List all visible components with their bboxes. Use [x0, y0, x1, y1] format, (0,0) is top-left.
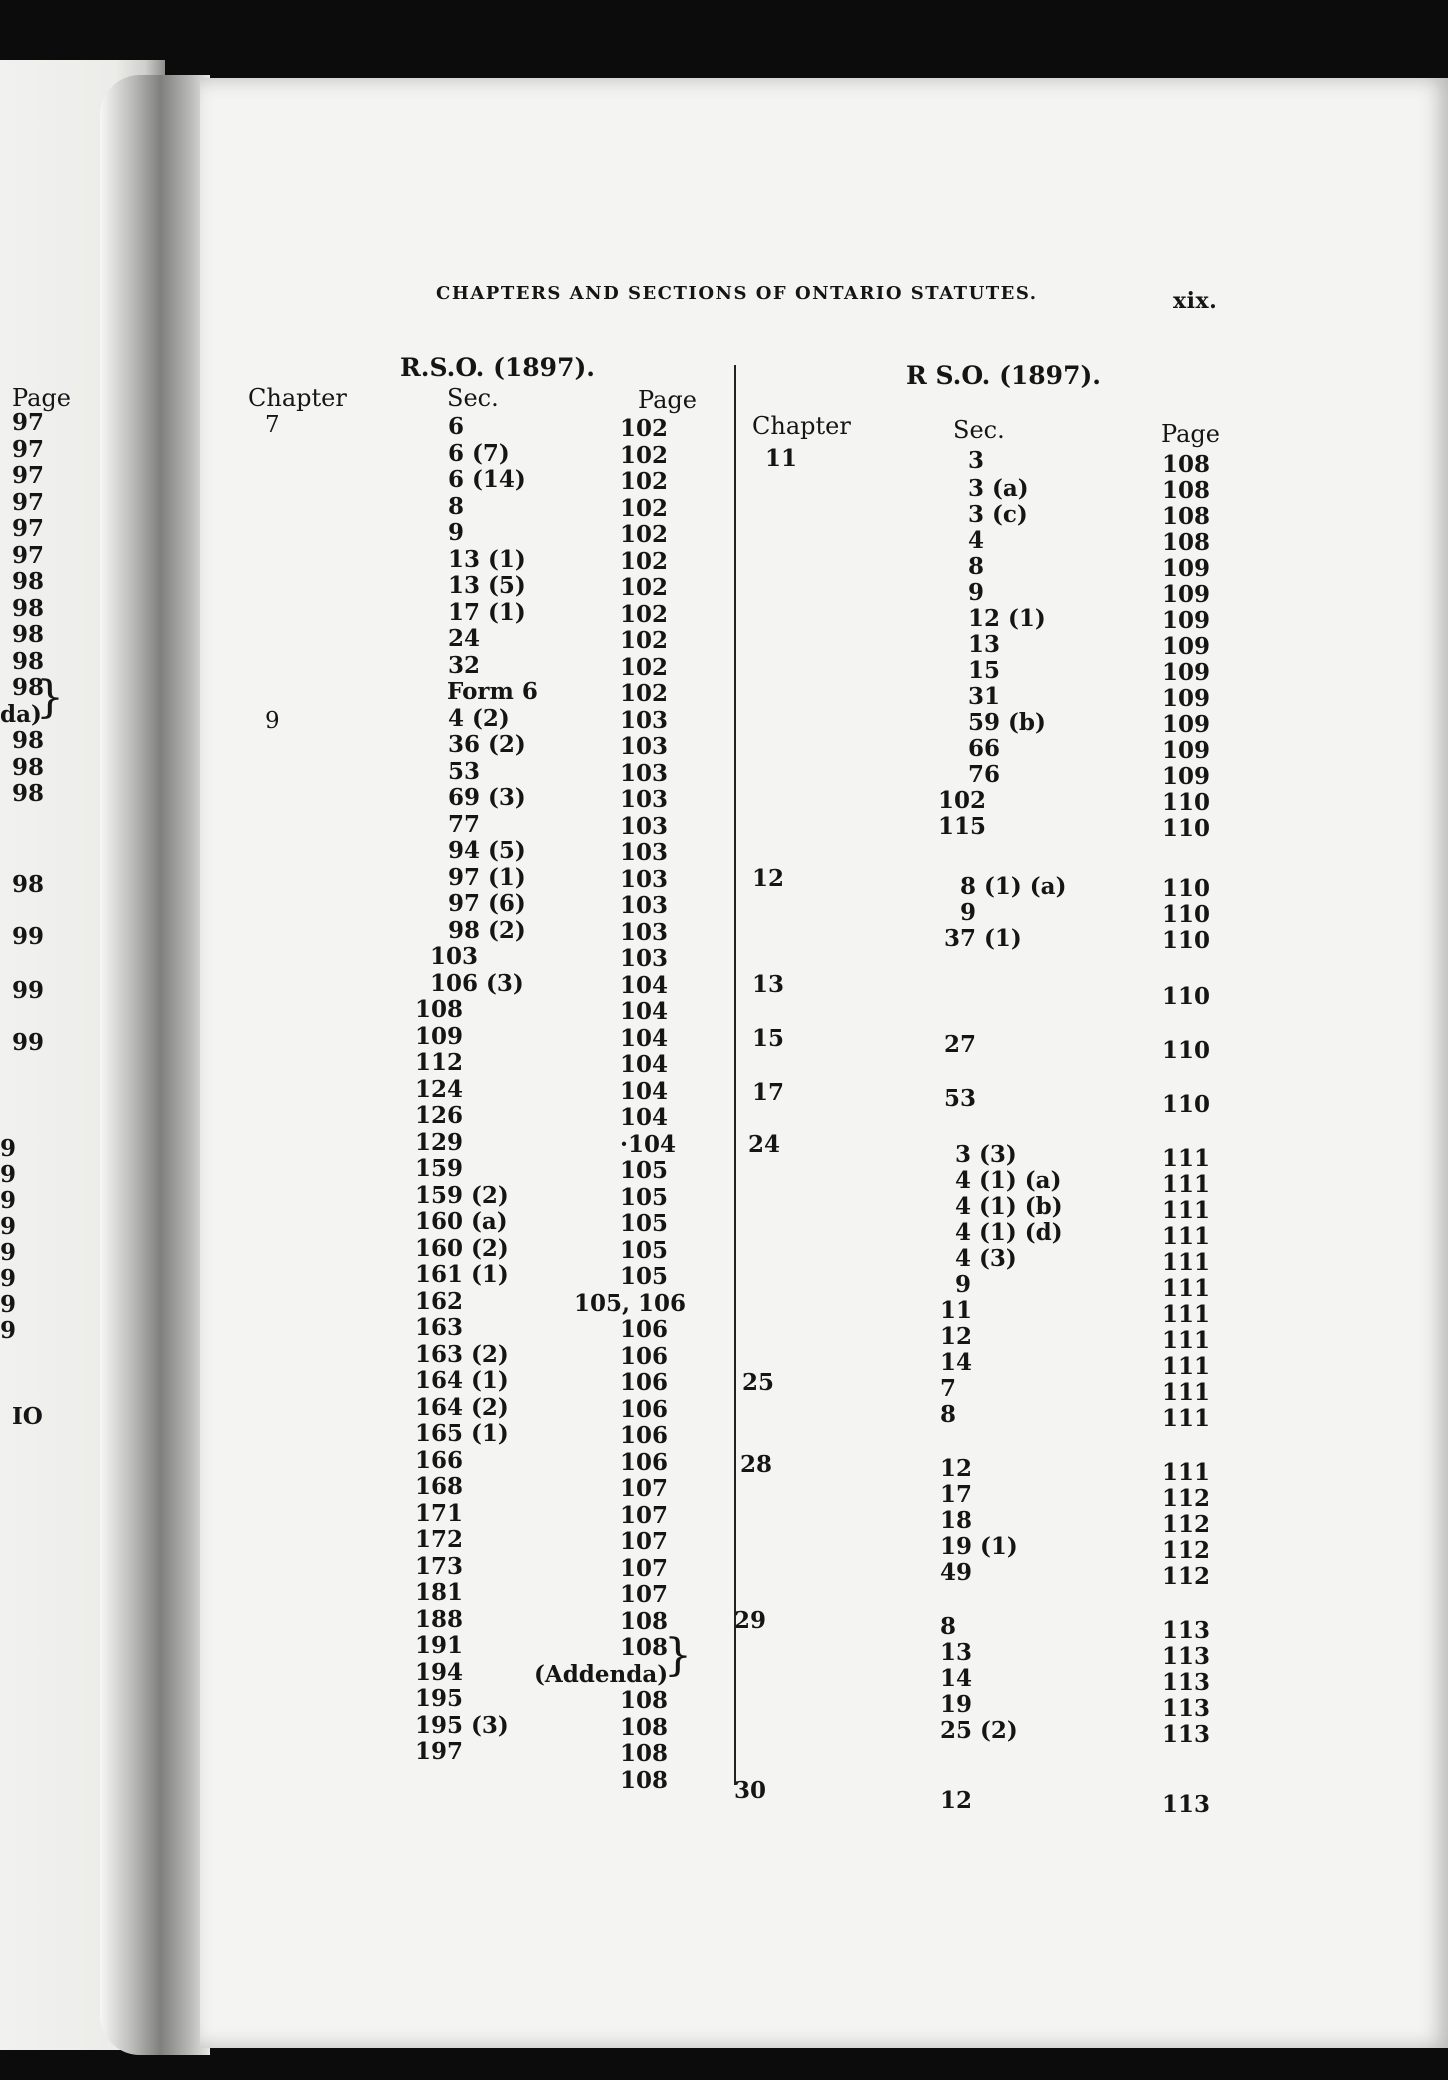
right-section-number: 8	[940, 1401, 957, 1428]
right-page-number: 109	[1162, 685, 1211, 712]
left-section-number: 171	[415, 1499, 464, 1527]
left-section-number: 106 (3)	[430, 969, 524, 997]
left-page-number: 102	[620, 441, 669, 469]
right-section-number: 17	[940, 1481, 973, 1508]
left-chapter-number: 7	[265, 412, 280, 438]
right-chapter-number: 28	[740, 1451, 773, 1478]
left-page-number: 107	[620, 1501, 669, 1529]
right-section-number: 3 (3)	[955, 1141, 1017, 1168]
right-chapter-number: 12	[752, 865, 785, 892]
fragment-page-number: 97	[12, 435, 45, 463]
left-section-number: 103	[430, 943, 479, 970]
right-page-number: 110	[1162, 927, 1211, 954]
addenda-brace: }	[664, 1630, 692, 1681]
right-section-number: 25 (2)	[940, 1717, 1018, 1744]
left-page-number: 103	[620, 786, 669, 813]
left-section-number: 24	[448, 625, 481, 652]
left-page-number: 105	[620, 1157, 669, 1184]
running-header-title: CHAPTERS AND SECTIONS OF ONTARIO STATUTES.	[436, 283, 1038, 304]
right-section-number: 37 (1)	[944, 925, 1022, 952]
right-section-number: 12	[940, 1787, 973, 1814]
right-section-number: 13	[968, 631, 1001, 658]
left-page-number: 108	[620, 1740, 669, 1767]
left-page-number: 108	[620, 1713, 669, 1741]
right-section-number: 4	[968, 527, 985, 554]
left-chapter-number: 9	[265, 708, 280, 734]
right-page-number: 113	[1162, 1669, 1211, 1696]
right-section-number: 7	[940, 1375, 957, 1402]
left-fragment-brace: }	[36, 672, 64, 723]
right-section-number: 59 (b)	[968, 709, 1046, 736]
right-column-heading: R S.O. (1897).	[906, 361, 1102, 390]
right-page-number: 109	[1162, 581, 1211, 608]
right-section-number: 8	[940, 1613, 957, 1640]
left-page-number: 108	[620, 1687, 669, 1714]
right-page-number: 111	[1162, 1405, 1211, 1432]
right-section-number: 76	[968, 761, 1001, 788]
fragment-page-number: 9	[0, 1317, 17, 1344]
left-section-number: 9	[448, 519, 465, 546]
right-page-number: 111	[1162, 1145, 1211, 1172]
right-section-number: 12	[940, 1455, 973, 1482]
right-section-number: 4 (3)	[955, 1245, 1017, 1272]
right-page-number: 111	[1162, 1353, 1211, 1380]
right-page-number: 108	[1162, 503, 1211, 530]
fragment-page-number: 98	[12, 594, 45, 622]
right-page-number: 111	[1162, 1327, 1211, 1354]
right-page-number: 111	[1162, 1301, 1211, 1328]
left-section-number: 108	[415, 996, 464, 1023]
right-section-number: 8	[968, 553, 985, 580]
left-page-number: 103	[620, 945, 669, 972]
fragment-page-number: 97	[12, 541, 45, 569]
right-page-number: 111	[1162, 1249, 1211, 1276]
left-section-number: 97 (1)	[448, 863, 526, 891]
right-page-number: 110	[1162, 983, 1211, 1010]
left-section-number: 163	[415, 1314, 464, 1341]
left-section-number: 126	[415, 1102, 464, 1129]
right-page-number: 113	[1162, 1791, 1211, 1818]
left-section-number: 13 (5)	[448, 572, 526, 599]
right-page-number: 112	[1162, 1511, 1211, 1538]
right-section-number: 3	[968, 447, 985, 474]
right-chapter-number: 17	[752, 1079, 785, 1106]
left-page-number: 107	[620, 1528, 669, 1555]
fragment-page-number: 98	[12, 674, 45, 701]
fragment-page-number: 97	[12, 488, 45, 516]
right-section-number: 18	[940, 1507, 973, 1534]
right-page-header: Page	[1161, 420, 1220, 448]
left-section-number: 160 (a)	[415, 1208, 508, 1235]
left-chapter-header: Chapter	[248, 384, 347, 412]
right-page-number: 108	[1162, 451, 1211, 478]
left-section-number: 195	[415, 1685, 464, 1712]
fragment-page-number: IO	[12, 1403, 43, 1430]
right-page-number: 109	[1162, 763, 1211, 790]
fragment-page-number: 97	[12, 409, 45, 436]
left-section-number: 4 (2)	[448, 704, 510, 732]
right-page-number: 110	[1162, 1037, 1211, 1064]
right-page-number: 109	[1162, 607, 1211, 634]
right-page-number: 109	[1162, 659, 1211, 686]
right-sec-header: Sec.	[953, 416, 1005, 444]
fragment-page-number: 9	[0, 1187, 17, 1214]
left-page-number: 108	[620, 1607, 669, 1635]
left-page-number: 106	[620, 1316, 669, 1343]
fragment-page-number: 99	[12, 977, 45, 1004]
left-section-number: 168	[415, 1473, 464, 1500]
right-section-number: 14	[940, 1349, 973, 1376]
right-chapter-number: 15	[752, 1025, 785, 1052]
right-section-number: 66	[968, 735, 1001, 762]
right-page-number: 109	[1162, 555, 1211, 582]
left-page-number: 102	[620, 653, 669, 681]
fragment-page-number: 98	[12, 753, 45, 781]
right-page-number: 113	[1162, 1617, 1211, 1644]
left-section-number: 97 (6)	[448, 890, 526, 917]
left-section-number: 191	[415, 1632, 464, 1659]
left-section-number: 172	[415, 1526, 464, 1553]
right-page-number: 113	[1162, 1643, 1211, 1670]
left-page-number: 105	[620, 1210, 669, 1237]
left-page-number: 102	[620, 680, 669, 707]
left-page-number: 103	[620, 839, 669, 866]
fragment-page-number: 9	[0, 1135, 17, 1162]
right-page-number: 113	[1162, 1695, 1211, 1722]
left-section-number: 109	[415, 1022, 464, 1050]
right-page-number: 110	[1162, 901, 1211, 928]
left-sec-header: Sec.	[447, 384, 499, 412]
right-page-number: 109	[1162, 633, 1211, 660]
right-section-number: 9	[960, 899, 977, 926]
left-section-number: 6 (14)	[448, 466, 526, 493]
fragment-page-number: 99	[12, 1029, 45, 1056]
left-section-number: 165 (1)	[415, 1420, 509, 1447]
right-section-number: 102	[938, 787, 987, 814]
left-page-number: 102	[620, 468, 669, 495]
left-page-number: 102	[620, 521, 669, 548]
left-page-number: 107	[620, 1475, 669, 1502]
main-page	[200, 78, 1448, 2048]
left-page-number: 102	[620, 627, 669, 654]
page-gutter-shadow	[100, 75, 210, 2055]
left-page-number: 105, 106	[574, 1289, 687, 1317]
left-page-number: 106	[620, 1448, 669, 1476]
fragment-page-number: 9	[0, 1213, 17, 1240]
left-page-number: 103	[620, 706, 669, 734]
right-page-number: 111	[1162, 1275, 1211, 1302]
running-header-page-number: xix.	[1173, 288, 1218, 314]
right-section-number: 11	[940, 1297, 973, 1324]
right-section-number: 19	[940, 1691, 973, 1718]
right-page-number: 111	[1162, 1379, 1211, 1406]
left-page-number: 103	[620, 759, 669, 787]
right-section-number: 3 (c)	[968, 501, 1028, 528]
left-page-number: 104	[620, 1024, 669, 1052]
left-page-number: ·104	[620, 1130, 677, 1158]
right-section-number: 31	[968, 683, 1001, 710]
fragment-page-number: 98	[12, 647, 45, 675]
left-section-number: 6 (7)	[448, 439, 510, 467]
left-section-number: 112	[415, 1049, 464, 1076]
left-section-number: 129	[415, 1128, 464, 1156]
fragment-page-number: 98	[12, 871, 45, 898]
right-chapter-header: Chapter	[752, 412, 851, 440]
right-page-number: 109	[1162, 737, 1211, 764]
left-section-number: 161 (1)	[415, 1261, 509, 1288]
left-page-number: 108	[620, 1766, 669, 1794]
left-page-number: 103	[620, 733, 669, 760]
left-section-number: 36 (2)	[448, 731, 526, 758]
right-section-number: 15	[968, 657, 1001, 684]
left-section-number: 195 (3)	[415, 1711, 509, 1739]
left-page-number: 105	[620, 1263, 669, 1290]
right-section-number: 13	[940, 1639, 973, 1666]
right-section-number: 12	[940, 1323, 973, 1350]
left-section-number: 159 (2)	[415, 1181, 509, 1209]
right-chapter-number: 30	[734, 1777, 767, 1804]
left-page-number: 106	[620, 1342, 669, 1370]
right-page-number: 112	[1162, 1563, 1211, 1590]
left-page-number: 102	[620, 415, 669, 442]
left-page-number: 105	[620, 1236, 669, 1264]
left-page-number: 108	[620, 1634, 669, 1661]
left-section-number: 164 (2)	[415, 1393, 509, 1421]
right-chapter-number: 25	[742, 1369, 775, 1396]
left-page-header: Page	[638, 386, 697, 414]
right-chapter-number: 13	[752, 971, 785, 998]
right-section-number: 19 (1)	[940, 1533, 1018, 1560]
right-section-number: 27	[944, 1031, 977, 1058]
left-page-number: 104	[620, 998, 669, 1025]
right-page-number: 113	[1162, 1721, 1211, 1748]
column-divider-rule	[734, 365, 736, 1785]
right-page-number: 109	[1162, 711, 1211, 738]
left-section-number: 162	[415, 1287, 464, 1315]
fragment-page-number: 99	[12, 923, 45, 950]
left-page-number: 103	[620, 812, 669, 840]
left-section-number: 194	[415, 1658, 464, 1686]
fragment-page-number: 98	[12, 780, 45, 807]
left-page-number: 104	[620, 1051, 669, 1078]
left-page-number: 104	[620, 1104, 669, 1131]
left-section-number: 32	[448, 651, 481, 679]
fragment-page-number: 97	[12, 462, 45, 489]
fragment-page-number: 9	[0, 1291, 17, 1318]
left-page-number: 103	[620, 865, 669, 893]
fragment-page-number: 97	[12, 515, 45, 542]
right-page-number: 111	[1162, 1171, 1211, 1198]
left-page-number: 102	[620, 494, 669, 522]
left-page-number: 106	[620, 1395, 669, 1423]
fragment-page-number: da)	[0, 700, 42, 728]
right-section-number: 49	[940, 1559, 973, 1586]
left-section-number: 181	[415, 1579, 464, 1606]
left-section-number: 160 (2)	[415, 1234, 509, 1262]
left-page-number: 102	[620, 547, 669, 575]
left-section-number: 17 (1)	[448, 598, 526, 626]
left-page-number: 104	[620, 971, 669, 999]
right-section-number: 115	[938, 813, 987, 840]
fragment-page-number: 9	[0, 1239, 17, 1266]
left-page-number: (Addenda)	[534, 1660, 669, 1688]
left-page-number: 107	[620, 1581, 669, 1608]
right-section-number: 4 (1) (b)	[955, 1193, 1063, 1220]
left-section-number: 94 (5)	[448, 837, 526, 864]
left-section-number: 163 (2)	[415, 1340, 509, 1368]
right-page-number: 108	[1162, 529, 1211, 556]
right-page-number: 112	[1162, 1537, 1211, 1564]
fragment-page-number: 9	[0, 1265, 17, 1292]
left-section-number: 8	[448, 492, 465, 520]
left-section-number: 166	[415, 1446, 464, 1474]
right-section-number: 8 (1) (a)	[960, 873, 1067, 900]
right-section-number: 14	[940, 1665, 973, 1692]
left-page-number: 102	[620, 600, 669, 628]
right-section-number: 3 (a)	[968, 475, 1029, 502]
right-page-number: 111	[1162, 1459, 1211, 1486]
fragment-page-number: 98	[12, 621, 45, 648]
left-section-number: 164 (1)	[415, 1367, 509, 1394]
right-page-number: 111	[1162, 1197, 1211, 1224]
right-page-number: 111	[1162, 1223, 1211, 1250]
left-section-number: 159	[415, 1155, 464, 1182]
left-page-number: 104	[620, 1077, 669, 1105]
left-column-heading: R.S.O. (1897).	[400, 353, 596, 382]
right-section-number: 9	[955, 1271, 972, 1298]
fragment-page-number: 9	[0, 1161, 17, 1188]
left-page-number: 102	[620, 574, 669, 601]
left-section-number: 77	[448, 810, 481, 838]
left-page-number: 103	[620, 918, 669, 946]
fragment-page-number: 98	[12, 568, 45, 595]
right-page-number: 108	[1162, 477, 1211, 504]
right-chapter-number: 24	[748, 1131, 781, 1158]
right-page-number: 110	[1162, 1091, 1211, 1118]
left-page-number: 106	[620, 1422, 669, 1449]
right-section-number: 9	[968, 579, 985, 606]
fragment-page-number: 98	[12, 727, 45, 754]
right-chapter-number: 11	[765, 445, 798, 472]
right-page-number: 110	[1162, 815, 1211, 842]
left-section-number: 13 (1)	[448, 545, 526, 573]
left-section-number: 173	[415, 1552, 464, 1580]
left-section-number: 197	[415, 1738, 464, 1765]
right-section-number: 12 (1)	[968, 605, 1046, 632]
left-section-number: 69 (3)	[448, 784, 526, 811]
right-section-number: 4 (1) (d)	[955, 1219, 1063, 1246]
left-section-number: 6	[448, 413, 465, 440]
right-section-number: 4 (1) (a)	[955, 1167, 1062, 1194]
right-page-number: 110	[1162, 875, 1211, 902]
left-section-number: Form 6	[447, 678, 538, 705]
right-section-number: 53	[944, 1085, 977, 1112]
left-fragment-page-header: Page	[12, 384, 71, 412]
left-section-number: 98 (2)	[448, 916, 526, 944]
left-section-number: 188	[415, 1605, 464, 1633]
right-page-number: 110	[1162, 789, 1211, 816]
left-page-number: 107	[620, 1554, 669, 1582]
left-section-number: 53	[448, 757, 481, 785]
left-section-number: 124	[415, 1075, 464, 1103]
left-page-number: 105	[620, 1183, 669, 1211]
right-page-number: 112	[1162, 1485, 1211, 1512]
right-chapter-number: 29	[734, 1607, 767, 1634]
left-page-number: 106	[620, 1369, 669, 1396]
left-page-number: 103	[620, 892, 669, 919]
